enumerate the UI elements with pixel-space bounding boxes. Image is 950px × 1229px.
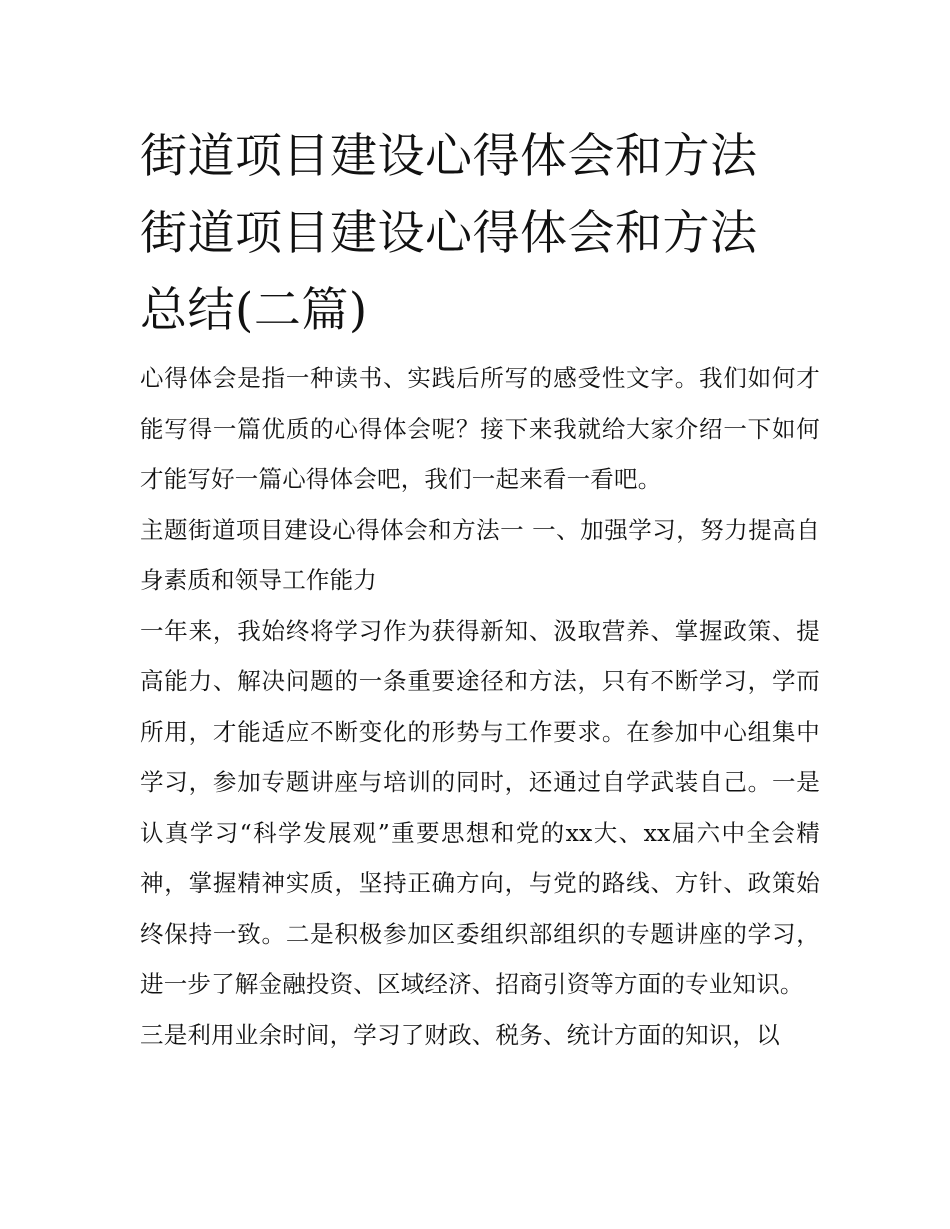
paragraph-intro: 心得体会是指一种读书、实践后所写的感受性文字。我们如何才能写得一篇优质的心得体会呢？接下来我就给大家介绍一下如何才能写好一篇心得体会吧，我们一起来看一看吧。 — [140, 364, 820, 493]
paragraph-spare-time: 三是利用业余时间，学习了财政、税务、统计方面的知识，以 — [140, 1020, 780, 1049]
document-page — [140, 118, 820, 1060]
paragraph-heading-one: 主题街道项目建设心得体会和方法一 一、加强学习，努力提高自身素质和领导工作能力 — [140, 515, 820, 594]
paragraph-study: 一年来，我始终将学习作为获得新知、汲取营养、掌握政策、提高能力、解决问题的一条重要途径和方法，只有不断学习，学而所用，才能适应不断变化的形势与工作要求。在参加中心组集中学习，参加专题讲座与培训的同时，还通过自学武装自己。一是认真学习“科学发展观”重要思想和党的xx大、xx届六中全会精神，掌握精神实质，坚持正确方向，与党的路线、方针、政策始终保持一致。二是积极参加区委组织部组织的专题讲座的学习，进一步了解金融投资、区域经济、招商引资等方面的专业知识。 — [140, 616, 820, 998]
document-title: 街道项目建设心得体会和方法 街道项目建设心得体会和方法 总结(二篇) — [140, 129, 758, 338]
